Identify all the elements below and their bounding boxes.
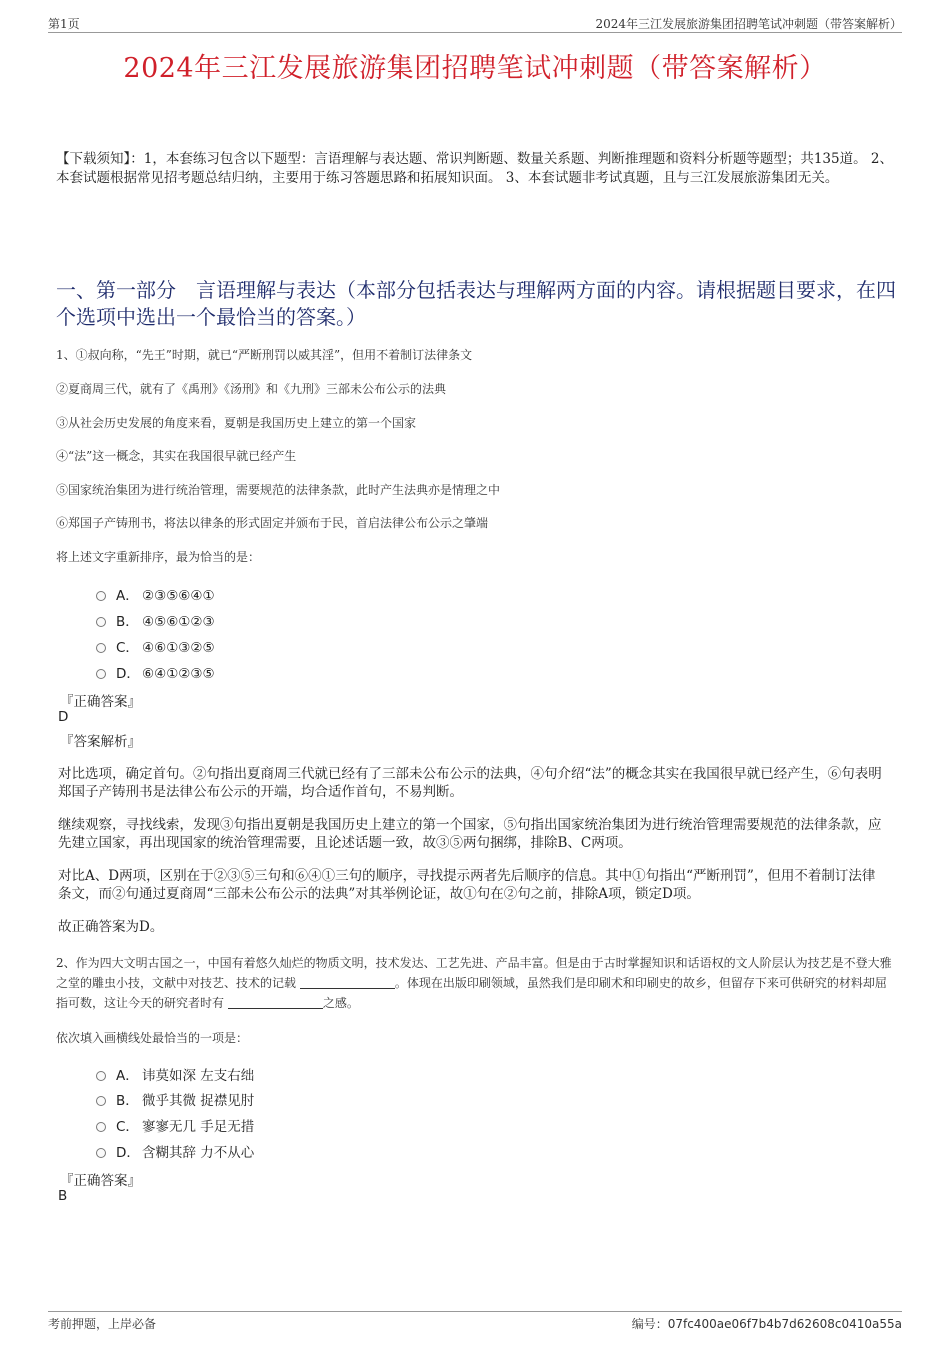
q1-option-b[interactable]: B． ④⑤⑥①②③ (96, 610, 215, 630)
radio-icon[interactable] (96, 617, 106, 627)
q1-prompt: 将上述文字重新排序，最为恰当的是： (56, 550, 261, 564)
q1-option-d[interactable]: D． ⑥④①②③⑤ (96, 662, 215, 682)
q2-option-c[interactable]: C． 寥寥无几 手足无措 (96, 1115, 254, 1135)
q1-line-1: 1、①叔向称，“先王”时期，就已“严断刑罚以威其淫”，但用不着制订法律条文 (56, 348, 473, 362)
footer-slogan: 考前押题，上岸必备 (48, 1317, 157, 1331)
page-header (48, 14, 902, 33)
q1-line-4: ④“法”这一概念，其实在我国很早就已经产生 (56, 449, 297, 463)
q1-analysis-paragraph: 继续观察，寻找线索，发现③句指出夏朝是我国历史上建立的第一个国家，⑤句指出国家统治集团为进行统治管理需要规范的法律条款，应先建立国家，再出现国家的统治管理需要，且论述话题一致，故③⑤两句捆绑，排除B、C两项。 (58, 817, 882, 851)
q2-option-d[interactable]: D． 含糊其辞 力不从心 (96, 1141, 254, 1161)
q2-option-a[interactable]: A． 讳莫如深 左支右绌 (96, 1064, 254, 1084)
radio-icon[interactable] (96, 591, 106, 601)
page-footer (48, 1311, 902, 1332)
q1-analysis-paragraph: 对比选项，确定首句。②句指出夏商周三代就已经有了三部未公布公示的法典，④句介绍“法”的概念其实在我国很早就已经产生，⑥句表明郑国子产铸刑书是法律公布公示的开端，均合适作首句，不易判断。 (58, 766, 882, 800)
q1-line-3: ③从社会历史发展的角度来看，夏朝是我国历史上建立的第一个国家 (56, 416, 417, 430)
q2-stem: 2、作为四大文明古国之一，中国有着悠久灿烂的物质文明，技术发达、工艺先进、产品丰富。但是由于古时掌握知识和话语权的文人阶层认为技艺是不登大雅之堂的雕虫小技，文献中对技艺、技术的记载 。体现在出版印刷领域，虽然我们是印刷术和印刷史的故乡，但留存下来可供研究的材料却屈指可数，这让今天的研究者时有 之感。 (56, 956, 892, 1010)
radio-icon[interactable] (96, 1096, 106, 1106)
q2-answer-label: 『正确答案』 (60, 1173, 141, 1189)
q1-line-2: ②夏商周三代，就有了《禹刑》《汤刑》和《九刑》三部未公布公示的法典 (56, 382, 447, 396)
download-notice: 【下载须知】：1，本套练习包含以下题型：言语理解与表达题、常识判断题、数量关系题、判断推理题和资料分析题等题型；共135道。 2、本套试题根据常见招考题总结归纳，主要用于练习答题思路和拓展知识面。 3、本套试题非考试真题，且与三江发展旅游集团无关。 (56, 151, 893, 186)
q1-answer: D (58, 709, 69, 725)
q2-prompt: 依次填入画横线处最恰当的一项是： (56, 1031, 249, 1045)
radio-icon[interactable] (96, 1122, 106, 1132)
radio-icon[interactable] (96, 669, 106, 679)
q1-analysis-paragraph: 对比A、D两项，区别在于②③⑤三句和⑥④①三句的顺序，寻找提示两者先后顺序的信息。其中①句指出“严断刑罚”，但用不着制订法律条文，而②句通过夏商周“三部未公布公示的法典”对其举例论证，故①句在②句之前，排除A项，锁定D项。 (58, 868, 876, 902)
q2-answer: B (58, 1188, 68, 1204)
q2-option-b[interactable]: B． 微乎其微 捉襟见肘 (96, 1089, 254, 1109)
document-title: 2024年三江发展旅游集团招聘笔试冲刺题（带答案解析） (123, 53, 827, 84)
section-heading: 一、第一部分 言语理解与表达（本部分包括表达与理解两方面的内容。请根据题目要求，在四个选项中选出一个最恰当的答案。） (56, 278, 896, 329)
q1-analysis-paragraph: 故正确答案为D。 (58, 919, 164, 935)
q1-line-6: ⑥郑国子产铸刑书，将法以律条的形式固定并颁布于民，首启法律公布公示之肇端 (56, 516, 489, 530)
q1-option-c[interactable]: C． ④⑥①③②⑤ (96, 636, 215, 656)
q1-answer-label: 『正确答案』 (60, 694, 141, 710)
fill-blank (228, 996, 323, 1009)
document-code: 编号：07fc400ae06f7b4b7d62608c0410a55a (631, 1317, 902, 1331)
radio-icon[interactable] (96, 643, 106, 653)
header-doc-title: 2024年三江发展旅游集团招聘笔试冲刺题（带答案解析） (595, 17, 902, 31)
radio-icon[interactable] (96, 1148, 106, 1158)
q1-analysis-label: 『答案解析』 (60, 734, 141, 750)
page-number: 第1页 (48, 17, 80, 31)
q1-line-5: ⑤国家统治集团为进行统治管理，需要规范的法律条款，此时产生法典亦是情理之中 (56, 483, 501, 497)
q1-option-a[interactable]: A． ②③⑤⑥④① (96, 584, 215, 604)
radio-icon[interactable] (96, 1071, 106, 1081)
fill-blank (300, 976, 395, 989)
